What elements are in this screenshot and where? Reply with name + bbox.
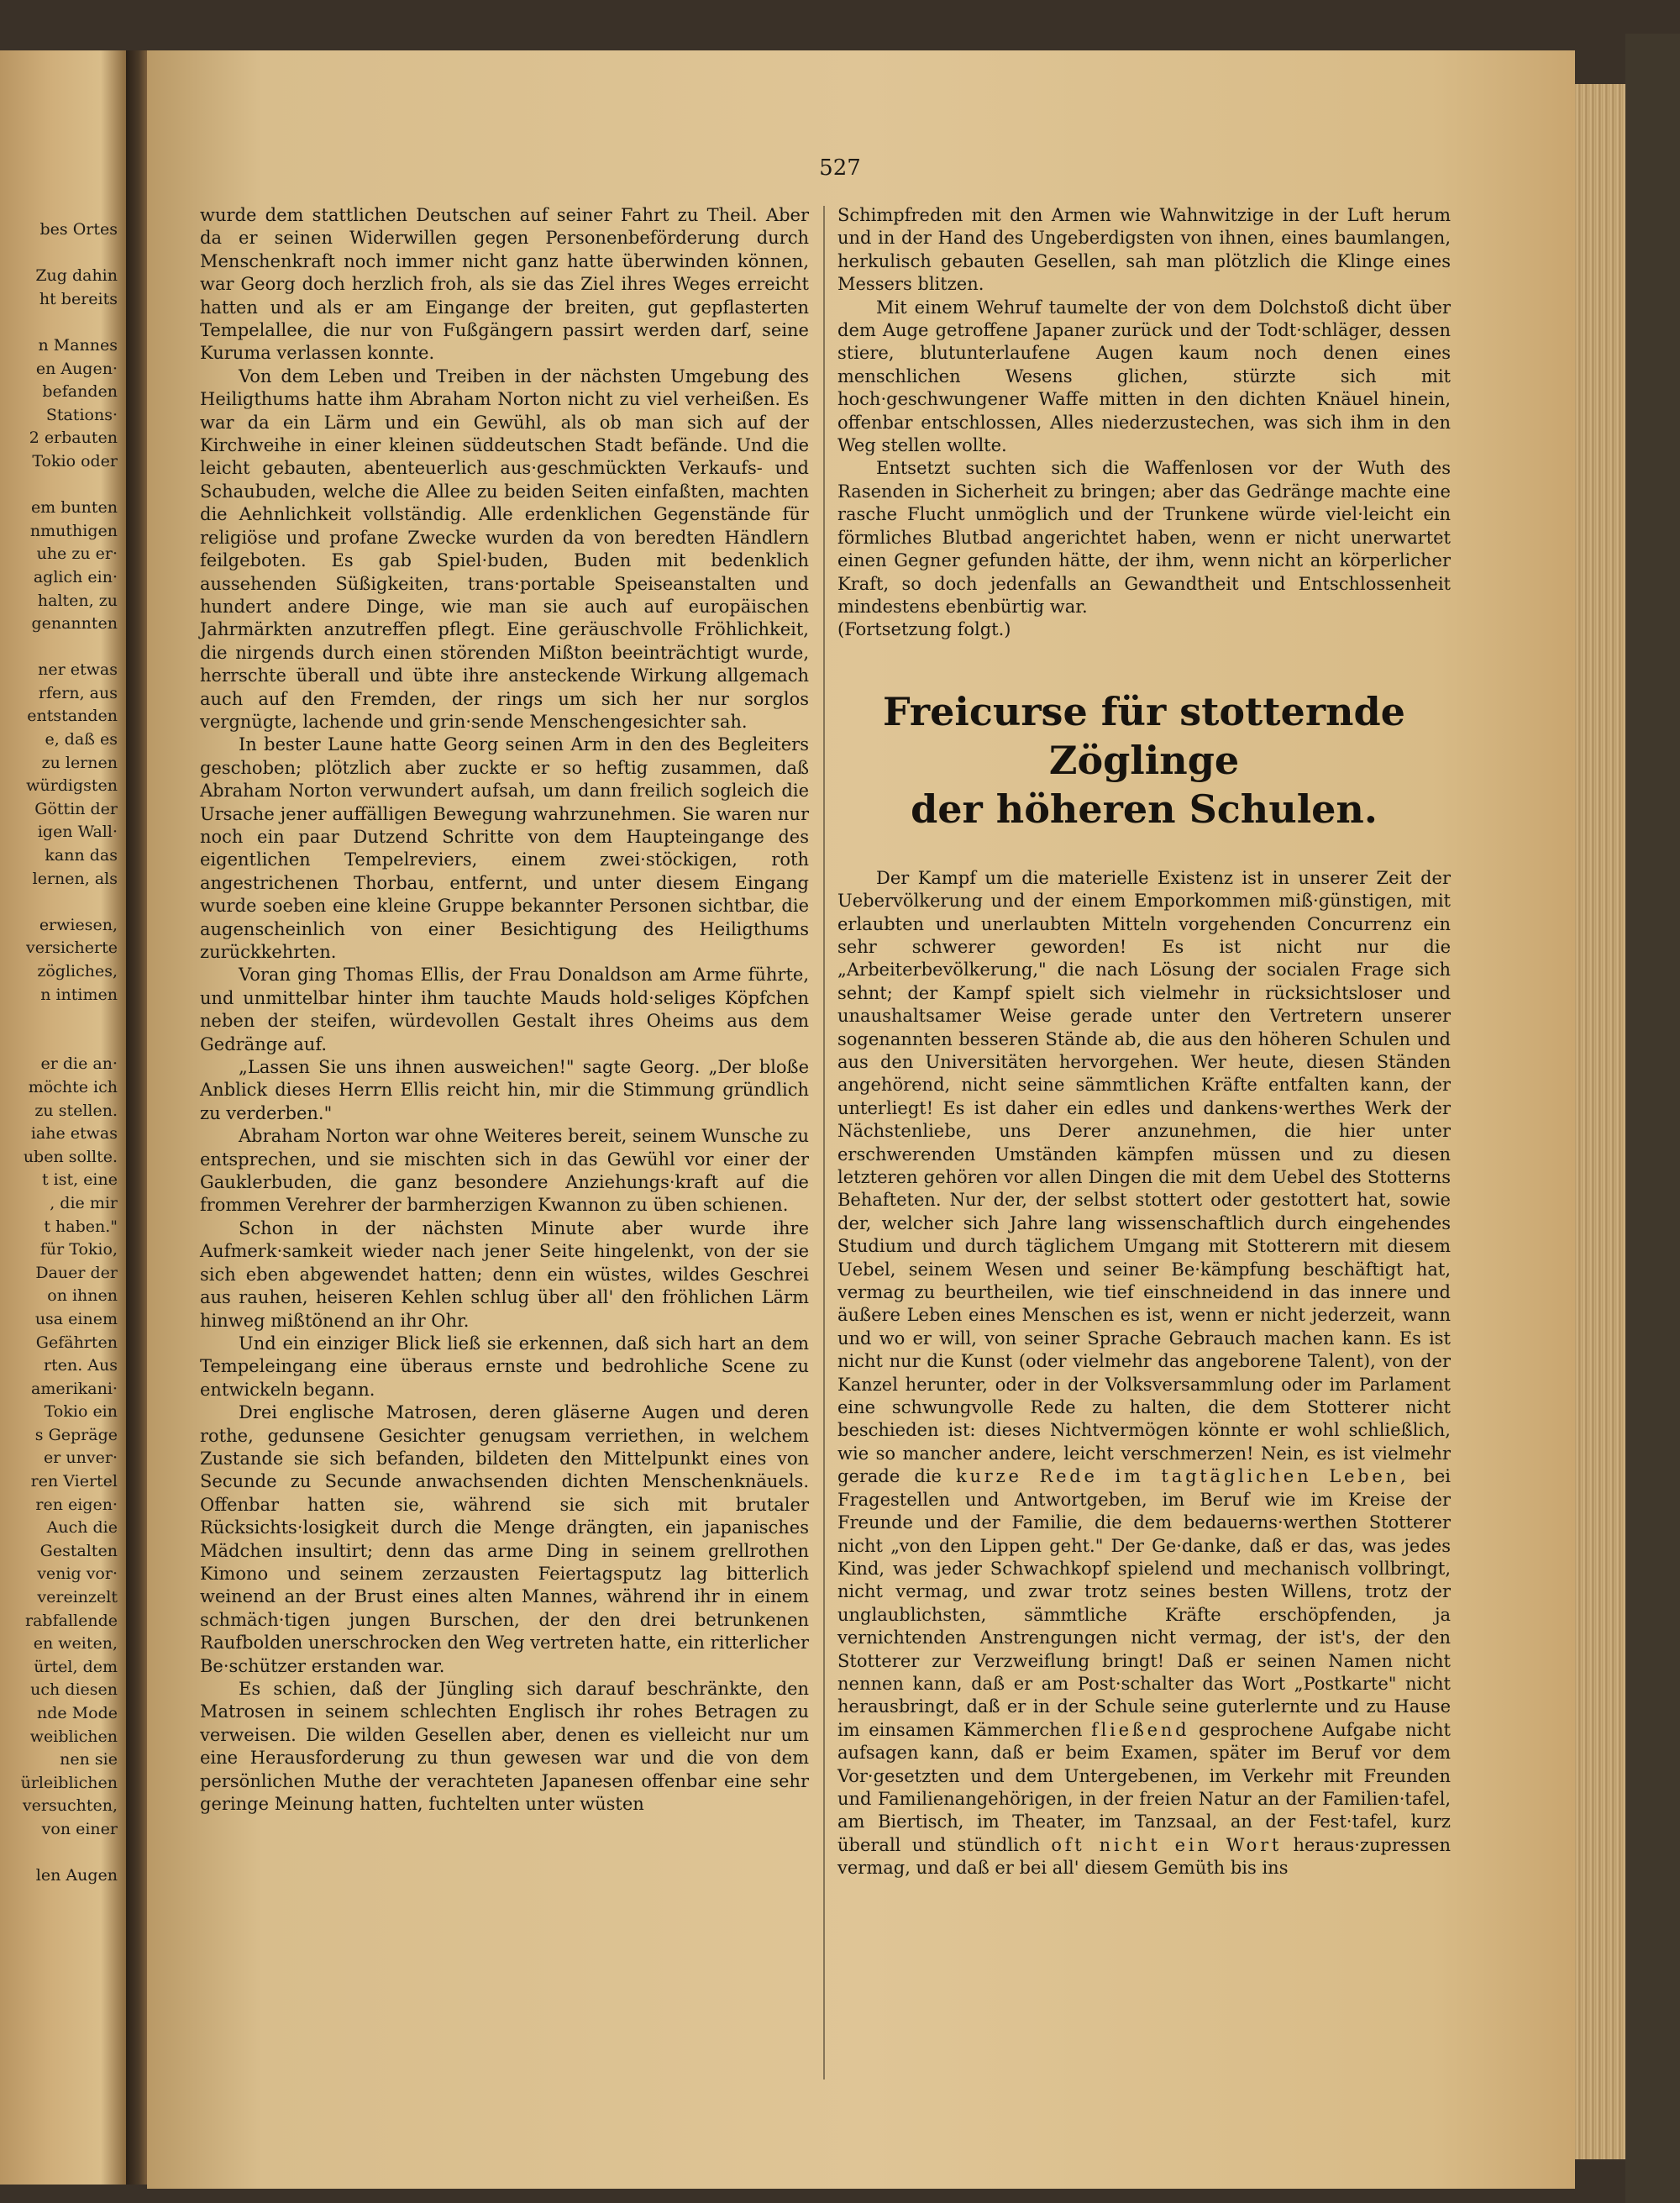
facing-page-line: 2 erbauten (29, 429, 118, 448)
continued-note: (Fortsetzung folgt.) (837, 619, 1011, 640)
facing-page-line: befanden (42, 382, 118, 402)
facing-page-line: len Augen (35, 1866, 118, 1885)
facing-page-line: er unver· (44, 1449, 118, 1468)
facing-page-line: kann das (45, 846, 118, 865)
column-rule (823, 206, 825, 2079)
article-paragraph (837, 867, 1451, 1880)
facing-page-line: t haben." (44, 1217, 118, 1236)
facing-page-line: vereinzelt (37, 1588, 118, 1607)
facing-page-text (0, 218, 118, 1888)
facing-page-line: rten. Aus (44, 1356, 118, 1375)
facing-page-line (0, 1007, 118, 1030)
facing-page-line: ren eigen· (35, 1495, 118, 1514)
facing-page-line: er die an· (40, 1054, 118, 1074)
facing-page-line: iahe etwas (30, 1124, 118, 1144)
facing-page-line: ht bereits (39, 289, 118, 308)
facing-page-line: Auch die (46, 1518, 118, 1538)
page-stack-edge (1575, 84, 1625, 2159)
facing-page-line: uch diesen (30, 1680, 118, 1700)
facing-page-line: versuchten, (22, 1796, 118, 1816)
facing-page-line: em bunten (30, 498, 118, 518)
facing-page-line (0, 311, 118, 334)
article-text: Der Kampf um die materielle Existenz ist in unserer Zeit der Uebervölkerung und der einem Emporkommen miß·günstigen, mit erlaubten und unerlaubten Mitteln vorgehenden Concurrenz ein sehr schwerer geworden! Es ist nicht nur die „Arbeiterbevölkerung," die nach Lösung der socialen Frage sich sehnt; der Kampf spielt sich vielmehr in rücksichtsloser und unaushaltsamer Weise gerade unter den Vertretern unserer sogenannten besseren Stände ab, die aus den höheren Schulen und aus den Universitäten hervorgehen. Wer heute, diesen Ständen angehörend, nicht seine sämmtlichen Kräfte entfalten kann, der unterliegt! Es ist daher ein edles und dankens·werthes Werk der Nächstenliebe, uns Derer anzunehmen, die hier unter erschwerenden Umständen kämpfen müssen und zu diesen letzteren gehören vor allen Dingen die mit dem Uebel des Stotterns Behafteten. Nur der, der selbst stottert oder gestottert hat, sowie der, welcher sich Jahre lang wissenschaftlich durch eingehendes Studium und durch täglichem Umgang mit Stotterern mit diesem Uebel, seinem Wesen und seiner Be·kämpfung beschäftigt hat, vermag zu beurtheilen, wie tief einschneidend in das innere und äußere Leben eines Menschen es ist, wenn er nicht jederzeit, wann und wo er will, von seiner Sprache Gebrauch machen kann. Es ist nicht nur die Kunst (oder vielmehr das angeborene Talent), von der Kanzel herunter, oder in der Volksversammlung oder im Parlament eine schwungvolle Rede zu halten, die dem Stotterer nicht beschieden ist: dieses Nichtvermögen könnte er wohl schließlich, wie so mancher andere, leicht verschmerzen! Nein, es ist vielmehr gerade die (837, 867, 1451, 1487)
facing-page-line: ürleiblichen (20, 1773, 118, 1792)
facing-page-line: rfern, aus (38, 683, 118, 702)
facing-page-line (0, 474, 118, 497)
facing-page-line: Dauer der (35, 1263, 118, 1282)
facing-page-line: erwiesen, (39, 915, 118, 934)
paragraph: In bester Laune hatte Georg seinen Arm in den des Begleiters geschoben; plötzlich aber zuckte er so heftig zusammen, daß Abraham Norton verwundert aufsah, um dann freilich sogleich die Ursache jener auffälligen Bewegung wahrzunehmen. Sie waren nur noch ein paar Dutzend Schritte von dem Haupteingange des eigentlichen Tempelreviers, einem zwei·stöckigen, roth angestrichenen Thorbau, entfernt, und unter diesem Eingang wurde soeben eine kleine Gruppe bekannter Personen sichtbar, die augenscheinlich von einer Besichtigung des Heiligthums zurückkehrten. (200, 734, 809, 962)
facing-page-line: versicherte (26, 939, 118, 958)
facing-page-line: n Mannes (38, 335, 118, 355)
paragraph: Von dem Leben und Treiben in der nächsten Umgebung des Heiligthums hatte ihm Abraham Norton nicht zu viel verheißen. Es war da ein Lärm und ein Gewühl, als ob man sich auf der Kirchweihe in einer kleinen süddeutschen Stadt befände. Und die leicht gebauten, abenteuerlich aus·geschmückten Verkaufs- und Schaubuden, welche die Allee zu beiden Seiten einfaßten, machten die Aehnlichkeit vollständig. Alle erdenklichen Gegenstände für religiöse und profane Zwecke wurden da von beredten Händlern feilgeboten. Es gab Spiel·buden, Buden mit bedenklich aussehenden Süßigkeiten, trans·portable Speiseanstalten und hundert andere Dinge, wie man sie auch auf europäischen Jahrmärkten anzutreffen pflegt. Eine geräuschvolle Fröhlichkeit, die nirgends durch einen störenden Mißton beeinträchtigt wurde, herrschte überall und übte ihre ansteckende Wirkung allgemach auch auf den Fremden, der rings um sich her nur sorglos vergnügte, lachende und grin·sende Menschengesichter sah. (200, 365, 809, 732)
facing-page-line: amerikani· (31, 1379, 118, 1398)
facing-page-line: igen Wall· (37, 823, 118, 842)
facing-page-line: , die mir (50, 1193, 118, 1212)
facing-page-line: ren Viertel (30, 1472, 118, 1491)
facing-page-line: nmuthigen (29, 521, 118, 540)
paragraph: Voran ging Thomas Ellis, der Frau Donaldson am Arme führte, und unmittelbar hinter ihm tauchte Mauds hold·seliges Köpfchen neben der steifen, würdevollen Gestalt ihres Oheims aus dem Gedränge auf. (200, 965, 809, 1054)
article-text: gesprochene Aufgabe nicht aufsagen kann, daß er beim Examen, später im Beruf vor dem Vor·gesetzten und dem Untergebenen, im Verkehr mit Freunden und Familienangehörigen, in der freien Natur an der Familien·tafel, am Biertisch, im Theater, im Tanzsaal, an der Fest·tafel, kurz überall und stündlich (837, 1719, 1451, 1855)
paragraph: Mit einem Wehruf taumelte der von dem Dolchstoß dicht über dem Auge getroffene Japaner zurück und der Todt·schläger, dessen stiere, blutunterlaufene Augen kaum noch denen eines menschlichen Wesens glichen, stürzte sich mit hoch·geschwungener Waffe mitten in den dichten Knäuel hinein, offenbar entschlossen, Alles niederzustechen, was sich ihm in den Weg stellen wollte. (837, 297, 1451, 456)
facing-page-line: entstanden (27, 707, 118, 726)
facing-page-line: Gefährten (35, 1333, 118, 1352)
facing-page-line: Tokio ein (44, 1402, 118, 1422)
facing-page-line: s Gepräge (34, 1425, 118, 1444)
article-text: heraus·zupressen vermag, und daß er bei all' diesem Gemüth bis ins (837, 1834, 1451, 1879)
facing-page-line: Göttin der (34, 799, 118, 818)
facing-page-line: zu stellen. (34, 1101, 118, 1120)
article-text: bei Fragestellen und Antwortgeben, im Beruf wie im Kreise der Freunde und der Familie, die dem bedauerns·werthen Stotterer nicht „von den Lippen geht." Der Ge·danke, daß er das, was jedes Kind, was jeder Schwachkopf spielend und mechanisch vollbringt, nicht vermag, und zwar trotz seines besten Willens, trotz der unglaublichsten, sämmtliche Kräfte erschöpfenden, ja vernichtenden Anstrengungen nicht vermag, der ist's, der den Stotterer zur Verzweiflung bringt! Daß er seinen Namen nicht nennen kann, daß er am Post·schalter das Wort „Postkarte" nicht herausbringt, daß er in der Schule seine guterlernte und zu Hause im einsamen Kämmerchen (837, 1466, 1451, 1740)
book-cover-edge (1625, 34, 1680, 2203)
paragraph: Und ein einziger Blick ließ sie erkennen, daß sich hart an dem Tempeleingang eine überaus ernste und bedrohliche Scene zu entwickeln begann. (200, 1333, 809, 1400)
facing-page-line: en Augen· (35, 359, 118, 378)
article-title (837, 687, 1451, 833)
facing-page-line: für Tokio, (39, 1240, 118, 1259)
facing-page-line: Stations· (45, 405, 118, 424)
facing-page-line: nde Mode (37, 1704, 118, 1722)
facing-page-line: zu lernen (41, 753, 118, 772)
facing-page-line: aglich ein· (33, 567, 118, 586)
page-number: 527 (819, 155, 861, 181)
facing-page-line: uhe zu er· (36, 544, 118, 564)
facing-page-line: möchte ich (28, 1077, 118, 1096)
facing-page-line: Gestalten (39, 1541, 118, 1560)
facing-page-line: n intimen (40, 985, 118, 1004)
paragraph: wurde dem stattlichen Deutschen auf seiner Fahrt zu Theil. Aber da er seinen Widerwillen gegen Personenbeförderung durch Menschenkraft noch immer nicht ganz hatte überwinden können, war Georg doch herzlich froh, als sie das Ziel ihres Weges erreicht hatten und als er am Eingange der breiten, gut gepflasterten Tempelallee, die nur von Fußgängern passirt werden darf, seine Kuruma verlassen konnte. (200, 205, 809, 364)
facing-page-line (0, 636, 118, 660)
facing-page-line: würdigsten (26, 776, 118, 796)
facing-page-line (0, 242, 118, 266)
facing-page-line: nen sie (60, 1750, 118, 1769)
facing-page-line (0, 1030, 118, 1054)
facing-page-line: ürtel, dem (34, 1657, 118, 1676)
column-left (200, 204, 809, 1816)
facing-page-line: en weiten, (33, 1634, 118, 1654)
facing-page-line (0, 1842, 118, 1865)
facing-page-line: lernen, als (32, 869, 118, 888)
facing-page-line: Tokio oder (32, 451, 118, 471)
facing-page-line: uben sollte. (23, 1147, 118, 1166)
paragraph: Drei englische Matrosen, deren gläserne Augen und deren rothe, gedunsene Gesichter genugsam verriethen, in welchem Zustande sie sich befanden, bildeten den Mittelpunkt eines von Secunde zu Secunde anwachsenden dichten Menschenknäuels. Offenbar hatten sie, während sie sich mit brutaler Rücksichts·losigkeit durch die Menge drängten, ein japanisches Mädchen insultirt; denn das arme Ding in seinem grellrothen Kimono und seinem zerzausten Feiertagsputz lag bitterlich weinend an der Brust eines alten Mannes, während ihr in einem schmäch·tigen jungen Burschen, der den drei betrunkenen Raufbolden unerschrocken den Weg vertreten hatte, ein ritterlicher Be·schützer erstanden war. (200, 1402, 809, 1676)
paragraph: Schimpfreden mit den Armen wie Wahnwitzige in der Luft herum und in der Hand des Ungeberdigsten von ihnen, eines baumlangen, herkulisch gebauten Gesellen, sah man plötzlich die Klinge eines Messers blitzen. (837, 205, 1451, 295)
facing-page-line: halten, zu (37, 591, 118, 610)
facing-page-line: Zug dahin (35, 266, 118, 286)
facing-page-line: t ist, eine (41, 1170, 118, 1190)
facing-page-line: zögliches, (37, 962, 118, 981)
facing-page-line: e, daß es (45, 730, 118, 749)
paragraph: Es schien, daß der Jüngling sich darauf beschränkte, den Matrosen in seinem schlechten Englisch ihr rohes Betragen zu verweisen. Die wilden Gesellen aber, denen es vielleicht nur um eine Herausforderung zu thun gewesen war und die von dem persönlichen Muthe der verachteten Japanesen offenbar eine sehr geringe Meinung hatten, fuchtelten unter wüsten (200, 1679, 809, 1815)
facing-page-line: on ihnen (47, 1286, 118, 1306)
spaced-emphasis: fließend (1091, 1719, 1190, 1740)
paragraph: Schon in der nächsten Minute aber wurde ihre Aufmerk·samkeit wieder nach jener Seite hingelenkt, von der sie sich eben abgewendet hatten; denn ein wüstes, wildes Geschrei aus rauhen, heiseren Kehlen schlug über all' den fröhlichen Lärm hinweg mißtönend an ihr Ohr. (200, 1217, 809, 1331)
facing-page-line: usa einem (34, 1309, 118, 1328)
book-gutter (126, 50, 147, 2185)
facing-page-line: weiblichen (29, 1727, 118, 1746)
spaced-emphasis: kurze Rede im tagtäglichen Leben, (955, 1466, 1410, 1487)
facing-page-line (0, 891, 118, 914)
facing-page-line: bes Ortes (39, 220, 118, 239)
paragraph: Entsetzt suchten sich die Waffenlosen vor der Wuth des Rasenden in Sicherheit zu bringen; aber das Gedränge machte eine rasche Flucht unmöglich und der Trunkene würde viel·leicht ein förmliches Blutbad angerichtet haben, wenn er nicht unerwartet einen Gegner gefunden hätte, der ihm, wenn nicht an körperlicher Kraft, so doch jedenfalls an Gewandtheit und Entschlossenheit mindestens ebenbürtig war. (837, 458, 1451, 617)
paragraph: Abraham Norton war ohne Weiteres bereit, seinem Wunsche zu entsprechen, und sie mischten sich in das Gewühl vor einer der Gauklerbuden, die ganz besondere Anziehungs·kraft auf die frommen Verehrer der barmherzigen Kwannon zu üben schienen. (200, 1126, 809, 1216)
paragraph: „Lassen Sie uns ihnen ausweichen!" sagte Georg. „Der bloße Anblick dieses Herrn Ellis reicht hin, mir die Stimmung gründlich zu verderben." (200, 1057, 809, 1123)
facing-page-line: genannten (31, 614, 118, 634)
article-title-line: Freicurse für stotternde Zöglinge (883, 688, 1405, 783)
facing-page-line: von einer (41, 1819, 118, 1838)
facing-page (0, 50, 126, 2185)
article-title-line: der höheren Schulen. (911, 786, 1378, 832)
facing-page-line: ner etwas (38, 660, 118, 680)
spaced-emphasis: oft nicht ein Wort (1051, 1834, 1283, 1855)
facing-page-line: rabfallende (25, 1611, 118, 1630)
facing-page-line: venig vor· (37, 1564, 118, 1584)
column-right (837, 204, 1451, 1880)
